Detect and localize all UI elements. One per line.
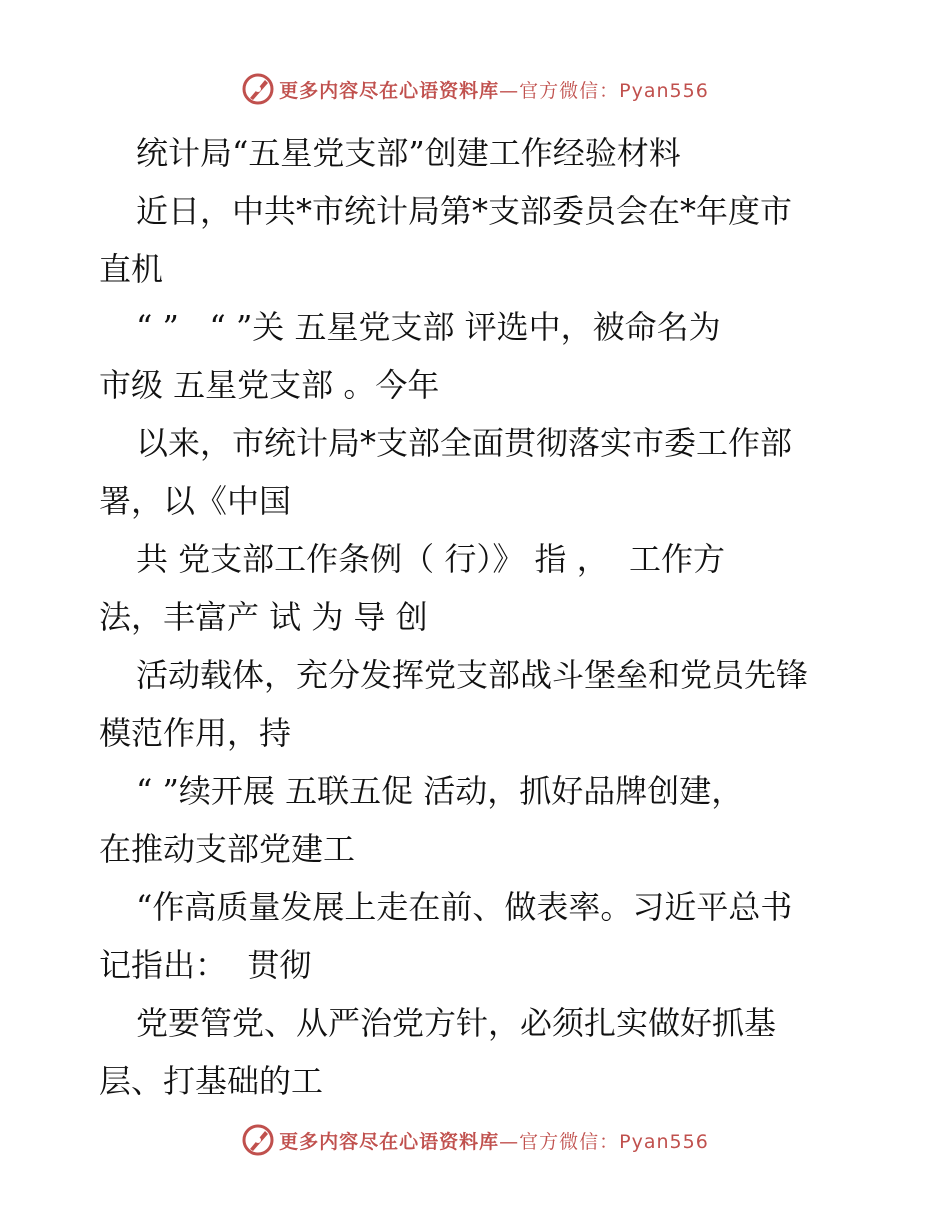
document-line: “ ”续开展 五联五促 活动，抓好品牌创建， bbox=[136, 772, 744, 810]
document-line: “ ” “ ”关 五星党支部 评选中，被命名为 bbox=[136, 308, 721, 346]
quill-logo-icon bbox=[241, 1123, 275, 1157]
document-line: 党要管党、从严治党方针，必须扎实做好抓基 bbox=[136, 1004, 777, 1042]
document-line: 署，以《中国 bbox=[99, 482, 292, 520]
header-banner bbox=[0, 71, 950, 107]
quill-logo-icon bbox=[241, 72, 275, 106]
document-line: 在推动支部党建工 bbox=[99, 830, 356, 868]
document-line: 市级 五星党支部 。今年 bbox=[99, 366, 440, 404]
banner-brand-text: 更多内容尽在心语资料库—官方微信：Pyan556 bbox=[279, 79, 709, 102]
banner-brand-text: 更多内容尽在心语资料库—官方微信：Pyan556 bbox=[279, 1130, 709, 1153]
document-line: 近日，中共*市统计局第*支部委员会在*年度市 bbox=[136, 192, 793, 230]
document-line: 模范作用，持 bbox=[99, 714, 292, 752]
document-line: 记指出： 贯彻 bbox=[99, 946, 312, 984]
document-line: 以来，市统计局*支部全面贯彻落实市委工作部 bbox=[136, 424, 793, 462]
footer-banner bbox=[0, 1122, 950, 1158]
document-line: 活动载体，充分发挥党支部战斗堡垒和党员先锋 bbox=[136, 656, 809, 694]
document-line: 共 党支部工作条例（ 行）》 指 ， 工作方 bbox=[136, 540, 726, 578]
document-line: 直机 bbox=[99, 250, 164, 288]
document-line: 法，丰富产 试 为 导 创 bbox=[99, 598, 428, 636]
document-line: “作高质量发展上走在前、做表率。习近平总书 bbox=[136, 888, 793, 926]
document-title: 统计局“五星党支部”创建工作经验材料 bbox=[136, 134, 681, 172]
document-line: 层、打基础的工 bbox=[99, 1062, 324, 1100]
